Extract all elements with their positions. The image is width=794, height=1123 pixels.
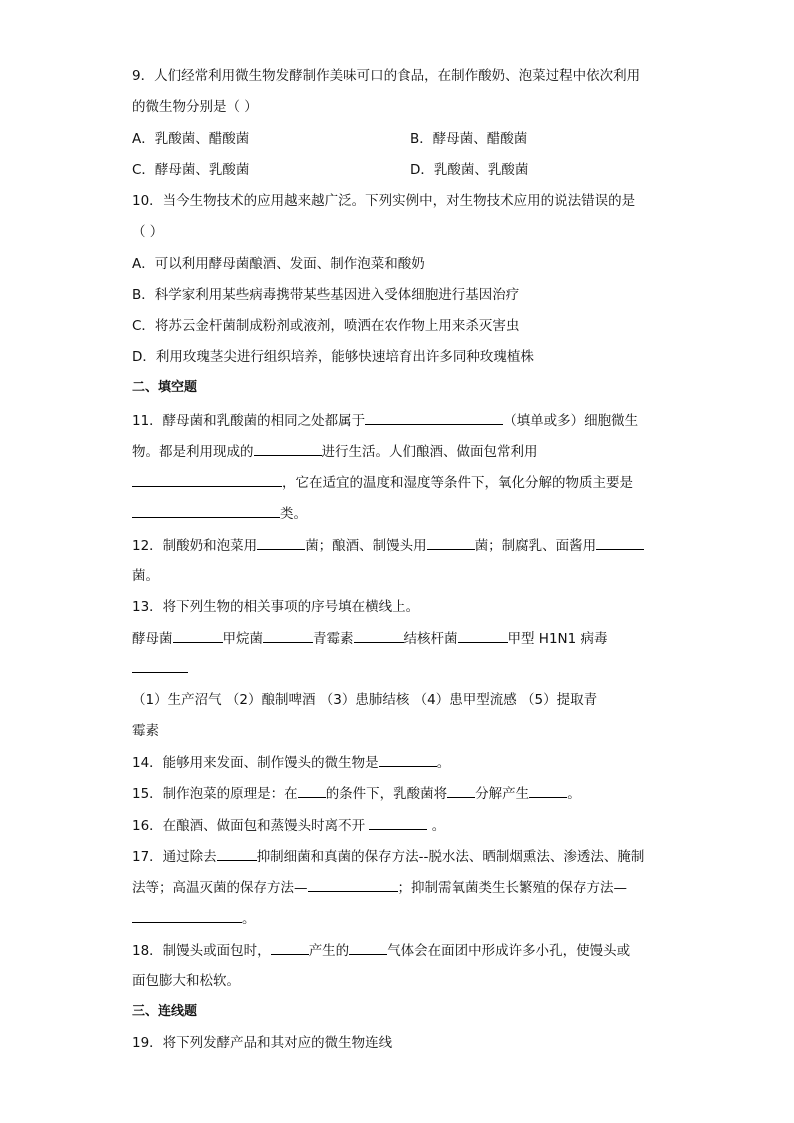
q14-text-a: 14．能够用来发面、制作馒头的微生物是 bbox=[132, 755, 379, 771]
q17-text-a: 17．通过除去 bbox=[132, 849, 217, 865]
q12-line1 bbox=[132, 535, 644, 556]
q14-text-b: 。 bbox=[436, 755, 451, 771]
q9-stem-line1: 9．人们经常利用微生物发酵制作美味可口的食品，在制作酸奶、泡菜过程中依次利用 bbox=[132, 68, 641, 84]
q13-options-line1: （1）生产沼气 （2）酿制啤酒 （3）患肺结核 （4）患甲型流感 （5）提取青 bbox=[132, 692, 598, 708]
q10-option-d: D．利用玫瑰茎尖进行组织培养，能够快速培育出许多同种玫瑰植株 bbox=[132, 349, 534, 365]
section-heading-matching: 三、连线题 bbox=[132, 1004, 198, 1019]
q12-text-c: 菌；制腐乳、面酱用 bbox=[474, 538, 597, 554]
q18-blank-1[interactable] bbox=[271, 940, 309, 955]
q13-items-line bbox=[132, 628, 608, 649]
q17-text-e: 。 bbox=[242, 911, 256, 927]
q15-blank-1[interactable] bbox=[298, 783, 326, 798]
q11-text-b: （填单或多）细胞微生 bbox=[503, 413, 639, 429]
q18-line2: 面包膨大和松软。 bbox=[132, 973, 240, 989]
q14-blank[interactable] bbox=[379, 752, 437, 767]
q17-line2 bbox=[132, 877, 627, 898]
q10-option-c: C．将苏云金杆菌制成粉剂或液剂，喷洒在农作物上用来杀灭害虫 bbox=[132, 318, 520, 334]
q16-text-a: 16．在酿酒、做面包和蒸馒头时离不开 bbox=[132, 818, 370, 834]
q15-line bbox=[132, 783, 581, 804]
q16-line bbox=[132, 815, 445, 836]
q9-option-row1 bbox=[132, 129, 249, 149]
q10-stem-line1: 10．当今生物技术的应用越来越广泛。下列实例中，对生物技术应用的说法错误的是 bbox=[132, 193, 636, 209]
q13-item-h1n1: 甲型 H1N1 病毒 bbox=[507, 631, 608, 647]
q11-blank-4[interactable] bbox=[132, 503, 280, 518]
q11-text-d: 进行生活。人们酿酒、做面包常利用 bbox=[321, 444, 538, 460]
q15-blank-2[interactable] bbox=[447, 783, 475, 798]
q11-line4 bbox=[132, 503, 307, 524]
q10-option-b: B．科学家利用某些病毒携带某些基因进入受体细胞进行基因治疗 bbox=[132, 287, 520, 303]
q17-line3 bbox=[132, 908, 256, 929]
q18-line1 bbox=[132, 940, 630, 961]
q10-stem-line2: （ ） bbox=[132, 224, 164, 240]
q13-blank-5[interactable] bbox=[132, 658, 188, 673]
q11-line1 bbox=[132, 410, 638, 431]
q17-blank-3[interactable] bbox=[132, 908, 242, 923]
q12-text-b: 菌；酿酒、制馒头用 bbox=[305, 538, 427, 554]
q13-blank-5-line bbox=[132, 658, 188, 679]
q14-line bbox=[132, 752, 450, 773]
q18-text-a: 18．制馒头或面包时， bbox=[132, 943, 271, 959]
q13-item-penicillin: 青霉素 bbox=[313, 631, 354, 647]
q12-text-a: 12．制酸奶和泡菜用 bbox=[132, 538, 258, 554]
q13-options-line2: 霉素 bbox=[132, 723, 159, 739]
q13-title: 13．将下列生物的相关事项的序号填在横线上。 bbox=[132, 599, 420, 615]
q11-blank-2[interactable] bbox=[254, 441, 322, 456]
q10-option-a: A．可以利用酵母菌酿酒、发面、制作泡菜和酸奶 bbox=[132, 256, 425, 272]
q13-blank-2[interactable] bbox=[263, 628, 313, 643]
q12-blank-3[interactable] bbox=[596, 535, 644, 550]
q16-blank[interactable] bbox=[369, 815, 427, 830]
q15-text-c: 分解产生 bbox=[475, 786, 530, 802]
q15-text-a: 15．制作泡菜的原理是：在 bbox=[132, 786, 298, 802]
q11-text-a: 11．酵母菌和乳酸菌的相同之处都属于 bbox=[132, 413, 366, 429]
q9-stem-line2: 的微生物分别是（ ） bbox=[132, 99, 258, 115]
q17-text-c: 法等；高温灭菌的保存方法— bbox=[132, 880, 308, 896]
q13-blank-1[interactable] bbox=[173, 628, 223, 643]
q17-text-d: ；抑制需氧菌类生长繁殖的保存方法— bbox=[397, 880, 627, 896]
q9-option-d: D．乳酸菌、乳酸菌 bbox=[410, 162, 529, 178]
q16-text-b: 。 bbox=[427, 818, 446, 834]
q18-text-b: 产生的 bbox=[308, 943, 350, 959]
q11-text-c: 物。都是利用现成的 bbox=[132, 444, 254, 460]
q13-blank-4[interactable] bbox=[458, 628, 508, 643]
q11-text-e: ，它在适宜的温度和湿度等条件下，氧化分解的物质主要是 bbox=[282, 475, 633, 491]
q17-line1 bbox=[132, 846, 644, 867]
section-heading-fill-in: 二、填空题 bbox=[132, 380, 198, 395]
q13-item-yeast: 酵母菌 bbox=[132, 631, 173, 647]
q19-line: 19．将下列发酵产品和其对应的微生物连线 bbox=[132, 1035, 393, 1051]
q12-blank-2[interactable] bbox=[427, 535, 475, 550]
q17-blank-1[interactable] bbox=[217, 846, 257, 861]
q13-item-methanogen: 甲烷菌 bbox=[222, 631, 263, 647]
q12-blank-1[interactable] bbox=[257, 535, 305, 550]
q18-text-c: 气体会在面团中形成许多小孔，使馒头或 bbox=[387, 943, 631, 959]
q11-blank-3[interactable] bbox=[132, 472, 282, 487]
q15-blank-3[interactable] bbox=[529, 783, 567, 798]
q12-text-d: 菌。 bbox=[132, 568, 159, 584]
q13-item-tb-bacillus: 结核杆菌 bbox=[403, 631, 458, 647]
q9-option-b: B．酵母菌、醋酸菌 bbox=[410, 131, 528, 147]
q15-text-b: 的条件下，乳酸菌将 bbox=[325, 786, 448, 802]
q11-line3 bbox=[132, 472, 633, 493]
q17-text-b: 抑制细菌和真菌的保存方法--脱水法、晒制烟熏法、渗透法、腌制 bbox=[256, 849, 645, 865]
q9-option-c: C．酵母菌、乳酸菌 bbox=[132, 162, 250, 178]
q13-blank-3[interactable] bbox=[354, 628, 404, 643]
q11-line2 bbox=[132, 441, 538, 462]
q9-option-a: A．乳酸菌、醋酸菌 bbox=[132, 131, 250, 147]
q15-text-d: 。 bbox=[567, 786, 581, 802]
q17-blank-2[interactable] bbox=[308, 877, 398, 892]
q18-blank-2[interactable] bbox=[349, 940, 387, 955]
q11-blank-1[interactable] bbox=[365, 410, 503, 425]
q11-text-f: 类。 bbox=[280, 506, 307, 522]
